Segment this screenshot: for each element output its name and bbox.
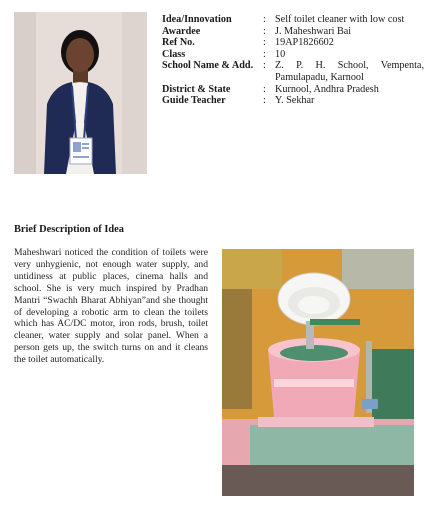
detail-value: Kurnool, Andhra Pradesh xyxy=(275,83,379,95)
awardee-photo xyxy=(14,12,147,174)
description-heading: Brief Description of Idea xyxy=(14,224,124,235)
detail-separator: : xyxy=(263,25,266,37)
description-text: Maheshwari noticed the condition of toilets were very unhygienic, not enough water supply, and untidiness at public places, cinema halls and school. She is very much inspired by Pradhan Mantri “Swachh Bharat Abhiyan”and she thought of developing a robotic arm to clean the toilets which has AC/DC motor, iron rods, brush, toilet cleaner, water supply and solar panel. When a person gets up, the switch turns on and it cleans the toilet automatically. xyxy=(14,247,208,366)
detail-label: Guide Teacher xyxy=(162,95,226,107)
detail-separator: : xyxy=(263,95,266,107)
detail-row-guide xyxy=(162,95,424,107)
detail-value: 19AP1826602 xyxy=(275,37,334,49)
detail-value: 10 xyxy=(275,48,286,60)
toilet-cleaner-model-image xyxy=(222,249,414,496)
detail-separator: : xyxy=(263,14,266,25)
detail-row-school xyxy=(162,60,424,83)
detail-row-idea xyxy=(162,14,424,26)
awardee-portrait-image xyxy=(14,12,147,174)
detail-separator: : xyxy=(263,60,266,72)
detail-label: Ref No. xyxy=(162,37,195,49)
detail-label: Class xyxy=(162,48,186,60)
detail-label: District & State xyxy=(162,83,231,95)
detail-row-district xyxy=(162,84,424,96)
detail-row-class xyxy=(162,49,424,61)
detail-value: Y. Sekhar xyxy=(275,95,315,107)
detail-label: Idea/Innovation xyxy=(162,14,232,25)
detail-separator: : xyxy=(263,48,266,60)
detail-value: Z. P. H. School, Vempenta, Pamulapadu, Karnool xyxy=(275,60,424,83)
detail-value: Self toilet cleaner with low cost xyxy=(275,14,405,25)
detail-row-ref xyxy=(162,37,424,49)
detail-separator: : xyxy=(263,37,266,49)
awardee-details xyxy=(162,14,424,107)
detail-row-awardee xyxy=(162,26,424,38)
detail-label: Awardee xyxy=(162,25,201,37)
detail-value: J. Maheshwari Bai xyxy=(275,25,352,37)
detail-label: School Name & Add. xyxy=(162,60,254,72)
detail-separator: : xyxy=(263,83,266,95)
device-photo xyxy=(222,249,414,496)
